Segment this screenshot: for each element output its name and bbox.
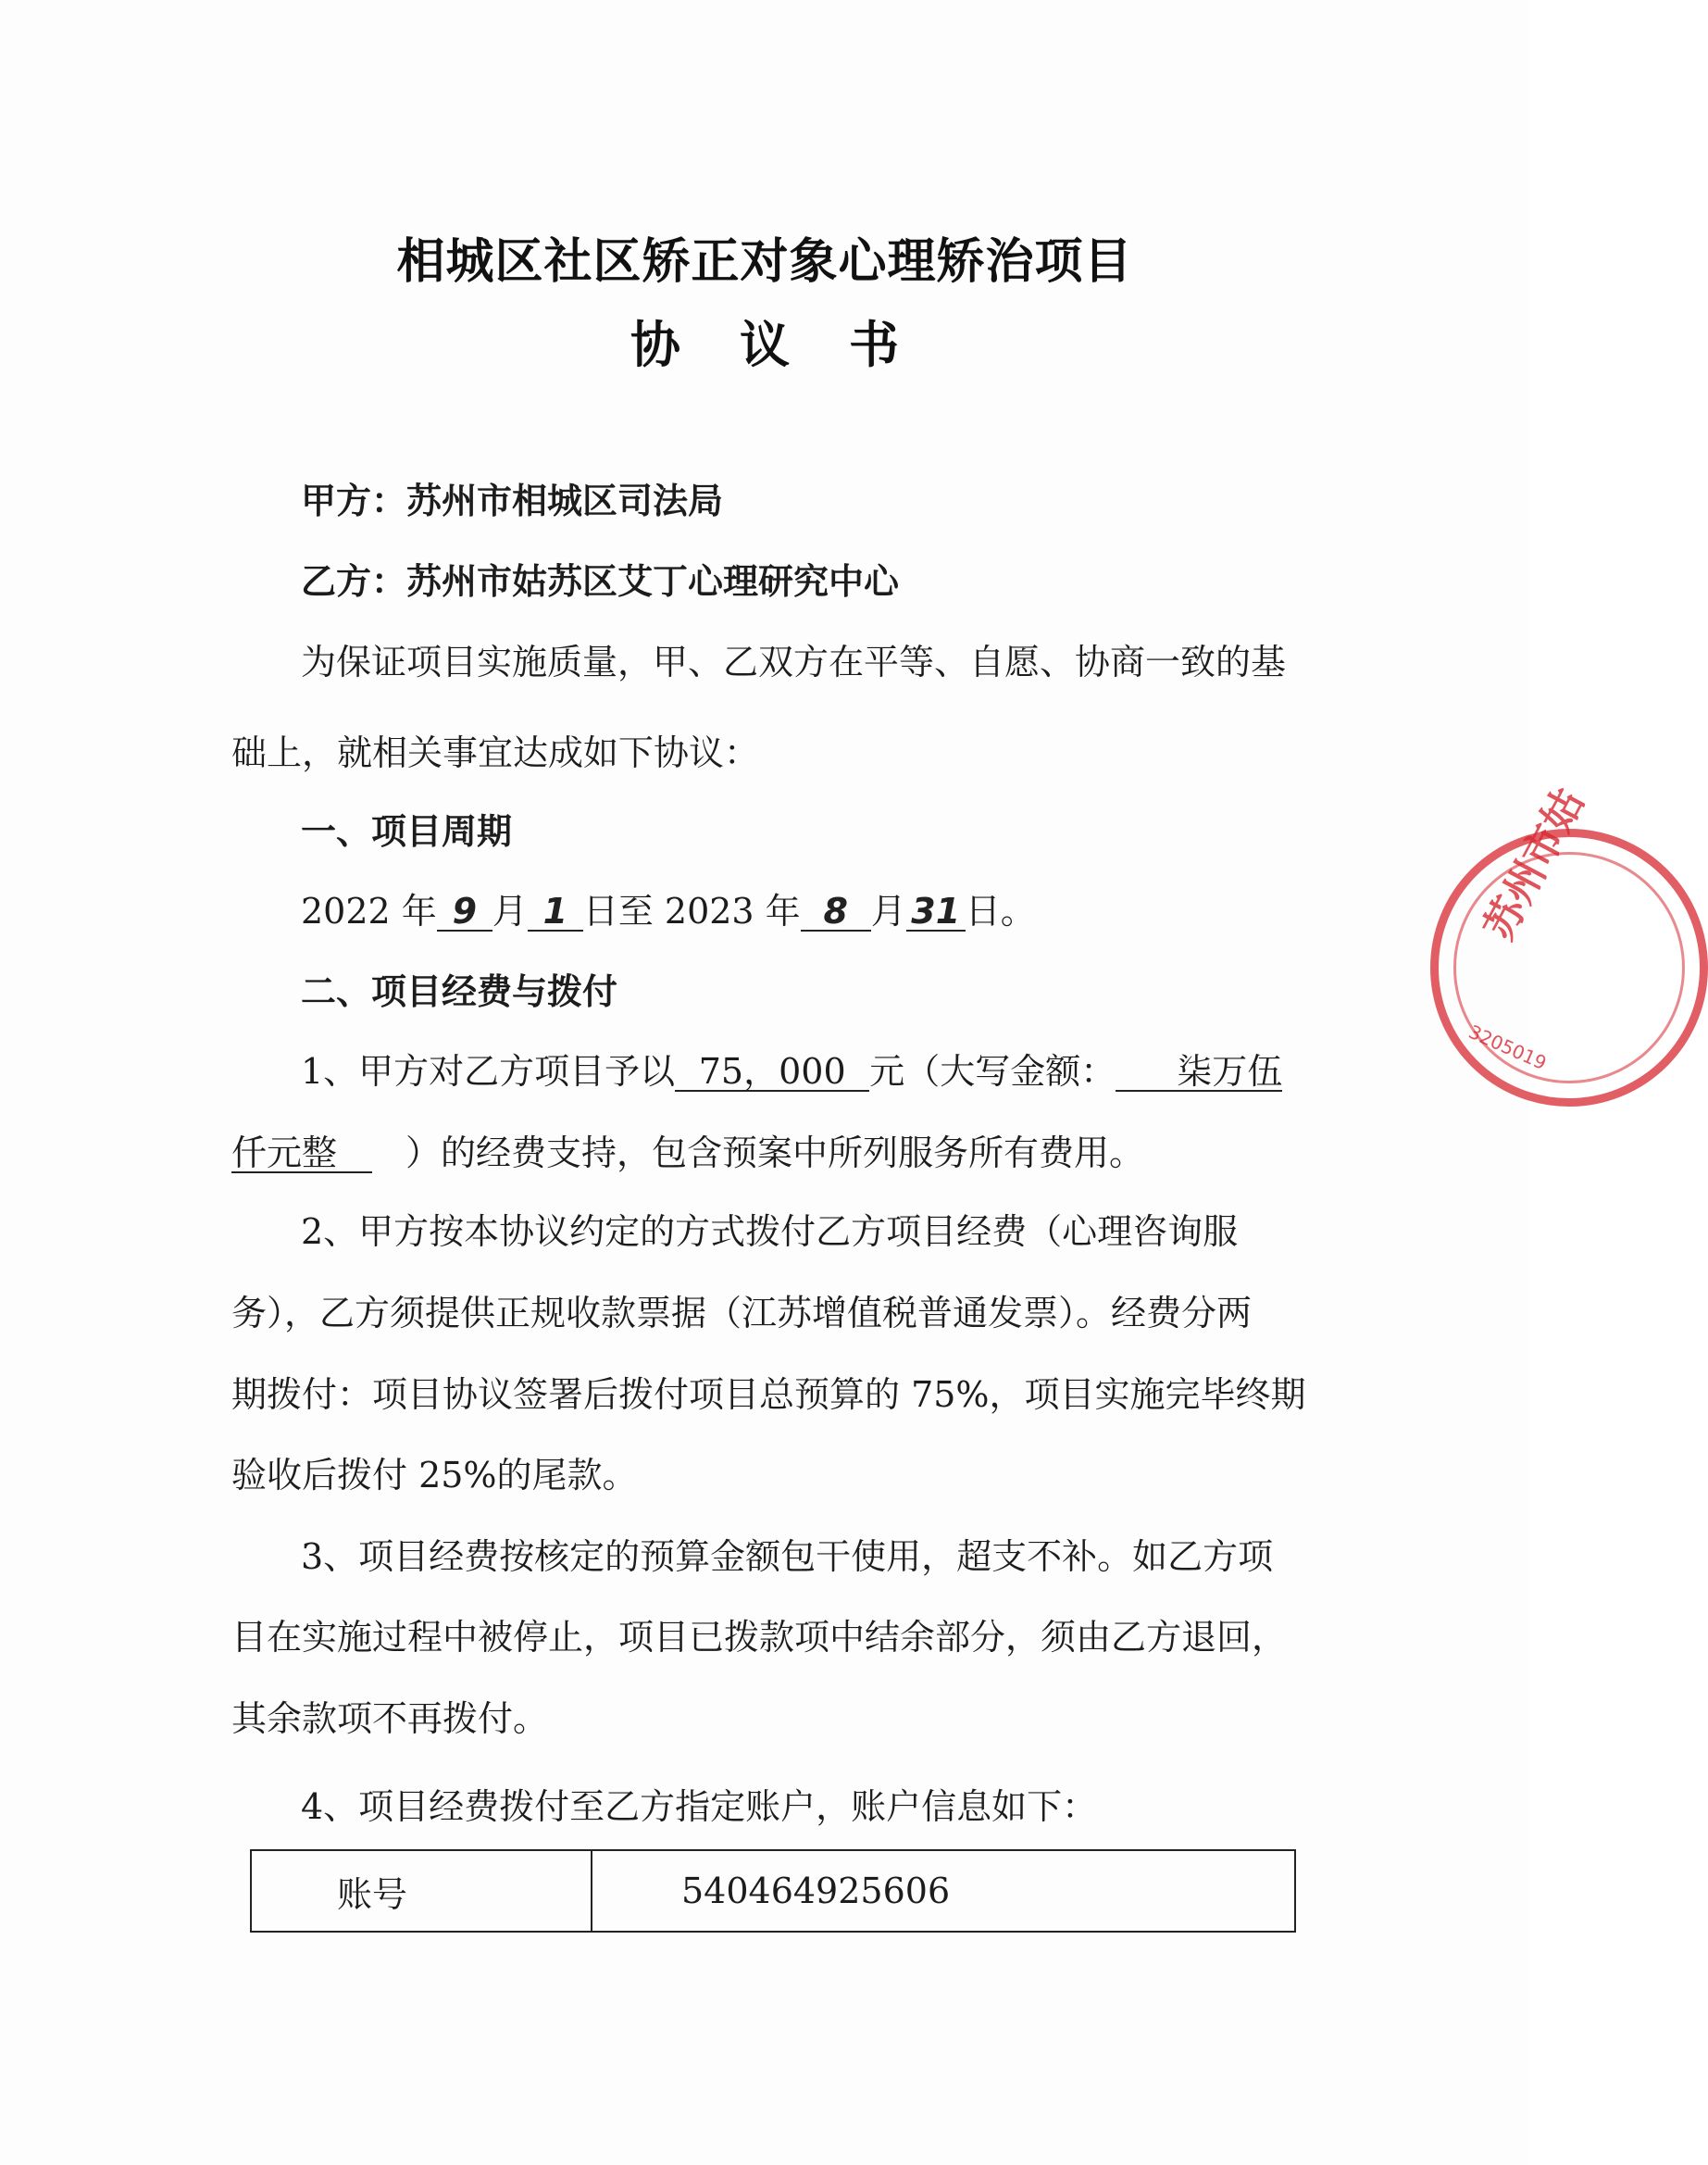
intro-line-2: 础上，就相关事宜达成如下协议： (231, 732, 760, 773)
party-b: 乙方：苏州市姑苏区艾丁心理研究中心 (301, 560, 900, 602)
clause1-middle: 元（大写金额： (869, 1051, 1116, 1092)
clause3-line3: 其余款项不再拨付。 (231, 1698, 549, 1739)
period-start-year: 2022 年 (301, 891, 437, 932)
clause1-amount-words-2: 仟元整 (231, 1134, 372, 1173)
clause4: 4、项目经费拨付至乙方指定账户，账户信息如下： (301, 1786, 1098, 1827)
period-end-month: 8 (801, 893, 871, 932)
seal-code: 3205019 (1465, 1020, 1551, 1075)
clause1-line2 (231, 1132, 1144, 1174)
clause1-suffix: ）的经费支持，包含预案中所列服务所有费用。 (405, 1133, 1145, 1173)
clause1-prefix: 1、甲方对乙方项目予以 (301, 1051, 676, 1092)
period-to-text: 日至 2023 年 (582, 891, 801, 932)
clause1-amount: 75，000 (675, 1053, 869, 1092)
clause2-line3: 期拨付：项目协议签署后拨付项目总预算的 75%，项目实施完毕终期 (231, 1374, 1306, 1415)
document-title: 相城区社区矫正对象心理矫治项目 (396, 234, 1133, 290)
clause3-line1: 3、项目经费按核定的预算金额包干使用，超支不补。如乙方项 (301, 1536, 1274, 1577)
period-end-text: 日。 (965, 891, 1036, 932)
account-number: 540464925606 (681, 1871, 951, 1911)
project-period (301, 890, 1036, 932)
intro-line-1: 为保证项目实施质量，甲、乙双方在平等、自愿、协商一致的基 (301, 642, 1287, 682)
section2-heading: 二、项目经费与拨付 (301, 970, 618, 1012)
period-month-char-2: 月 (870, 891, 906, 932)
clause2-line4: 验收后拨付 25%的尾款。 (231, 1455, 638, 1495)
section1-heading: 一、项目周期 (301, 810, 513, 852)
seal-text: 苏州市姑 (1475, 781, 1594, 948)
clause2-line1: 2、甲方按本协议约定的方式拨付乙方项目经费（心理咨询服 (301, 1211, 1239, 1252)
clause1-line1 (301, 1050, 1282, 1093)
period-start-month: 9 (437, 893, 492, 932)
clause3-line2: 目在实施过程中被停止，项目已拨款项中结余部分，须由乙方退回， (231, 1617, 1288, 1658)
period-end-day: 31 (906, 893, 966, 932)
account-table (250, 1849, 1296, 1933)
clause2-line2: 务），乙方须提供正规收款票据（江苏增值税普通发票）。经费分两 (231, 1293, 1253, 1333)
red-seal-stamp (1430, 781, 1708, 1107)
period-start-day: 1 (528, 893, 583, 932)
document-subtitle: 协议书 (630, 316, 958, 374)
clause1-amount-words-1: 柒万伍 (1116, 1053, 1282, 1092)
period-month-char-1: 月 (492, 891, 528, 932)
account-label: 账号 (252, 1851, 592, 1931)
party-a: 甲方：苏州市相城区司法局 (301, 480, 724, 521)
